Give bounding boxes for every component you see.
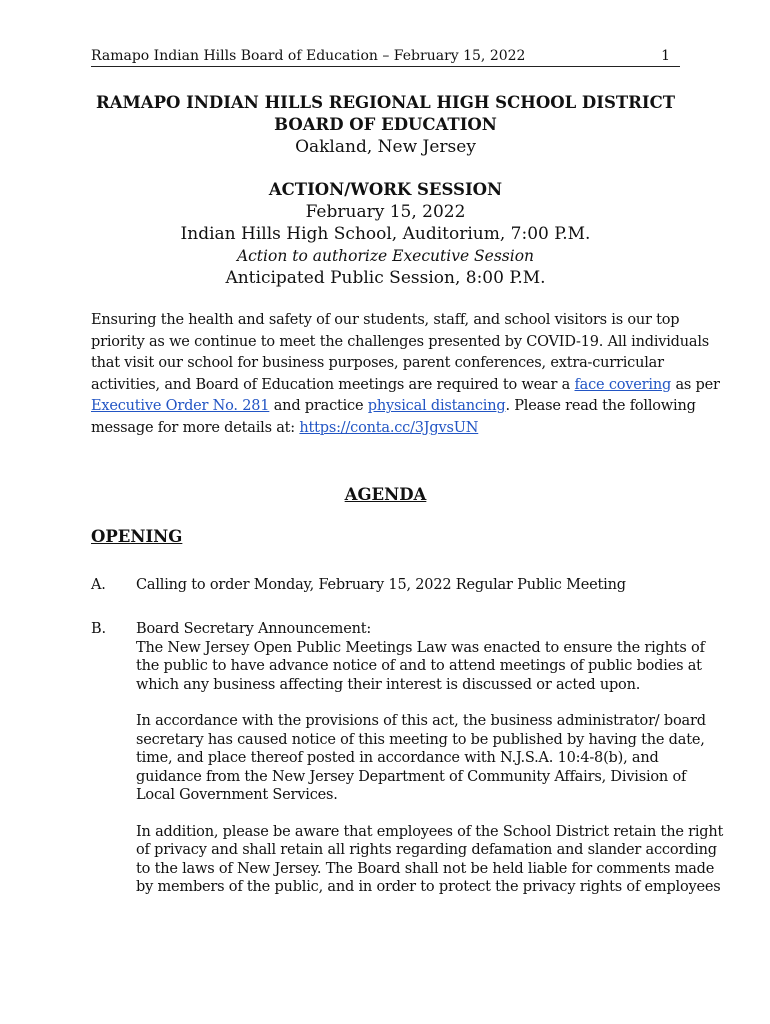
- paragraph-line: time, and place thereof posted in accordance with N.J.S.A. 10:4-8(b), and: [136, 750, 659, 766]
- notice-text: . Please read the following: [505, 398, 696, 415]
- location: Oakland, New Jersey: [295, 137, 476, 157]
- paragraph-line: the public to have advance notice of and to attend meetings of public bodies at: [136, 658, 702, 674]
- announcement-paragraph-3: [136, 823, 724, 897]
- paragraph-line: by members of the public, and in order to protect the privacy rights of employees: [136, 879, 721, 895]
- running-header: [91, 46, 680, 67]
- district-name: RAMAPO INDIAN HILLS REGIONAL HIGH SCHOOL DISTRICT: [96, 93, 675, 112]
- public-session-time: Anticipated Public Session, 8:00 P.M.: [225, 268, 546, 288]
- face-covering-link[interactable]: face covering: [574, 376, 672, 393]
- page-number: 1: [661, 48, 670, 64]
- action-note: Action to authorize Executive Session: [236, 247, 535, 265]
- announcement-paragraph-1: [136, 639, 705, 695]
- title-block: [91, 92, 680, 158]
- session-date: February 15, 2022: [305, 202, 466, 222]
- opening-heading: OPENING: [91, 527, 183, 546]
- physical-distancing-link[interactable]: physical distancing: [367, 398, 506, 415]
- board-name: BOARD OF EDUCATION: [274, 115, 497, 134]
- paragraph-line: The New Jersey Open Public Meetings Law was enacted to ensure the rights of: [136, 639, 705, 656]
- notice-line: priority as we continue to meet the challenges presented by COVID-19. All individuals: [91, 333, 710, 350]
- paragraph-line: In addition, please be aware that employees of the School District retain the right: [136, 823, 724, 840]
- notice-text: activities, and Board of Education meetings are required to wear a: [91, 376, 575, 393]
- session-heading: ACTION/WORK SESSION: [268, 180, 503, 199]
- paragraph-line: secretary has caused notice of this meeting to be published by having the date,: [136, 731, 705, 748]
- executive-order-link[interactable]: Executive Order No. 281: [91, 398, 270, 415]
- notice-line: [91, 375, 720, 397]
- paragraph-line: guidance from the New Jersey Department of Community Affairs, Division of: [136, 768, 687, 785]
- paragraph-line: Local Government Services.: [136, 787, 338, 803]
- session-venue: Indian Hills High School, Auditorium, 7:00 P.M.: [180, 224, 591, 244]
- paragraph-line: to the laws of New Jersey. The Board shall not be held liable for comments made: [136, 860, 715, 877]
- notice-line: [91, 418, 680, 440]
- notice-line: that visit our school for business purposes, parent conferences, extra-curricular: [91, 355, 664, 372]
- paragraph-line: In accordance with the provisions of this act, the business administrator/ board: [136, 713, 706, 729]
- paragraph-line: of privacy and shall retain all rights regarding defamation and slander according: [136, 842, 717, 858]
- notice-text: as per: [671, 376, 720, 393]
- running-title: Ramapo Indian Hills Board of Education – February 15, 2022: [91, 48, 526, 64]
- details-url-link[interactable]: https://conta.cc/3JgvsUN: [299, 419, 479, 436]
- notice-line: [91, 396, 696, 418]
- agenda-heading: AGENDA: [344, 485, 427, 504]
- covid-notice: [91, 310, 720, 440]
- announcement-paragraph-2: [136, 712, 706, 805]
- notice-line: Ensuring the health and safety of our students, staff, and school visitors is our top: [91, 312, 680, 328]
- item-letter: B.: [91, 621, 106, 637]
- item-letter: A.: [91, 577, 106, 593]
- notice-text: message for more details at:: [91, 419, 300, 436]
- paragraph-line: which any business affecting their interest is discussed or acted upon.: [136, 676, 641, 693]
- item-title: Board Secretary Announcement:: [136, 621, 372, 637]
- item-text: Calling to order Monday, February 15, 2022 Regular Public Meeting: [136, 577, 626, 593]
- notice-text: and practice: [269, 398, 368, 415]
- session-block: [91, 179, 680, 289]
